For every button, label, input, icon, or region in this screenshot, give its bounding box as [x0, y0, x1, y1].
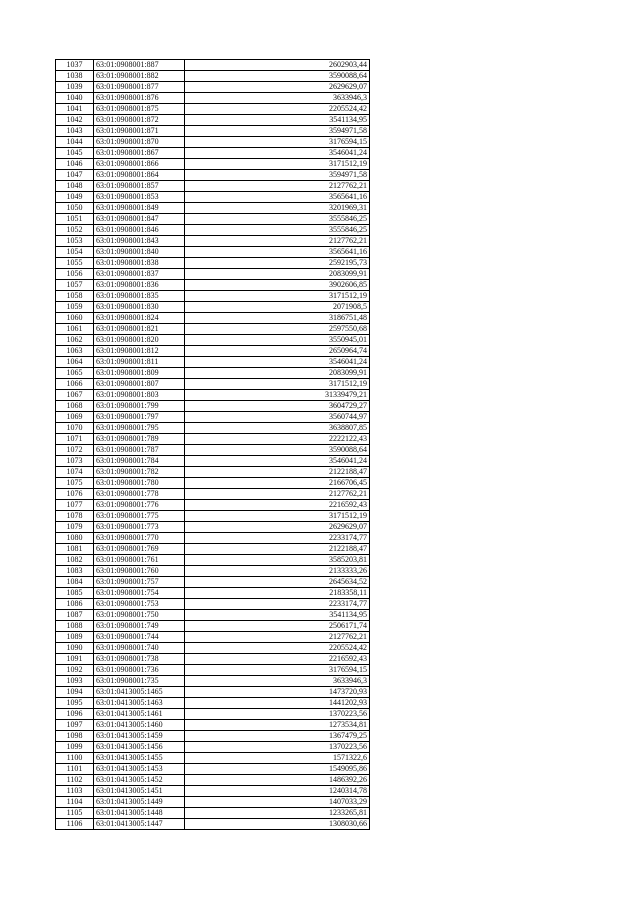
row-number-cell: 1084 [56, 577, 94, 588]
cadastral-number-cell: 63:01:0908001:847 [94, 214, 185, 225]
cadastral-number-cell: 63:01:0413005:1460 [94, 720, 185, 731]
value-cell: 3590088,64 [185, 71, 370, 82]
value-cell: 3555846,25 [185, 225, 370, 236]
cadastral-number-cell: 63:01:0908001:821 [94, 324, 185, 335]
value-cell: 3604729,27 [185, 401, 370, 412]
row-number-cell: 1096 [56, 709, 94, 720]
table-row [56, 797, 370, 808]
cadastral-number-cell: 63:01:0908001:812 [94, 346, 185, 357]
value-cell: 3560744,97 [185, 412, 370, 423]
cadastral-number-cell: 63:01:0908001:838 [94, 258, 185, 269]
row-number-cell: 1046 [56, 159, 94, 170]
row-number-cell: 1086 [56, 599, 94, 610]
table-row [56, 247, 370, 258]
row-number-cell: 1038 [56, 71, 94, 82]
row-number-cell: 1099 [56, 742, 94, 753]
row-number-cell: 1047 [56, 170, 94, 181]
table-row [56, 566, 370, 577]
table-row [56, 456, 370, 467]
table-row [56, 214, 370, 225]
value-cell: 1370223,56 [185, 742, 370, 753]
table-row [56, 82, 370, 93]
cadastral-number-cell: 63:01:0908001:760 [94, 566, 185, 577]
value-cell: 3546041,24 [185, 357, 370, 368]
row-number-cell: 1102 [56, 775, 94, 786]
table-row [56, 676, 370, 687]
row-number-cell: 1044 [56, 137, 94, 148]
table-row [56, 269, 370, 280]
cadastral-number-cell: 63:01:0413005:1463 [94, 698, 185, 709]
cadastral-number-cell: 63:01:0908001:870 [94, 137, 185, 148]
cadastral-number-cell: 63:01:0908001:782 [94, 467, 185, 478]
row-number-cell: 1041 [56, 104, 94, 115]
table-row [56, 478, 370, 489]
row-number-cell: 1039 [56, 82, 94, 93]
cadastral-number-cell: 63:01:0908001:753 [94, 599, 185, 610]
value-cell: 3594971,58 [185, 170, 370, 181]
row-number-cell: 1058 [56, 291, 94, 302]
value-cell: 1308030,66 [185, 819, 370, 830]
row-number-cell: 1072 [56, 445, 94, 456]
table-row [56, 753, 370, 764]
row-number-cell: 1074 [56, 467, 94, 478]
row-number-cell: 1097 [56, 720, 94, 731]
value-cell: 31339479,21 [185, 390, 370, 401]
value-cell: 1370223,56 [185, 709, 370, 720]
cadastral-number-cell: 63:01:0908001:875 [94, 104, 185, 115]
table-row [56, 687, 370, 698]
row-number-cell: 1085 [56, 588, 94, 599]
table-row [56, 291, 370, 302]
table-row [56, 423, 370, 434]
table-row [56, 599, 370, 610]
table-row [56, 412, 370, 423]
row-number-cell: 1060 [56, 313, 94, 324]
row-number-cell: 1077 [56, 500, 94, 511]
value-cell: 3585203,81 [185, 555, 370, 566]
value-cell: 1233265,81 [185, 808, 370, 819]
cadastral-number-cell: 63:01:0908001:846 [94, 225, 185, 236]
row-number-cell: 1082 [56, 555, 94, 566]
row-number-cell: 1065 [56, 368, 94, 379]
value-cell: 3201969,31 [185, 203, 370, 214]
row-number-cell: 1078 [56, 511, 94, 522]
table-row [56, 467, 370, 478]
row-number-cell: 1089 [56, 632, 94, 643]
table-row [56, 819, 370, 830]
cadastral-number-cell: 63:01:0908001:787 [94, 445, 185, 456]
cadastral-number-cell: 63:01:0908001:882 [94, 71, 185, 82]
cadastral-number-cell: 63:01:0413005:1448 [94, 808, 185, 819]
table-row [56, 533, 370, 544]
table-row [56, 159, 370, 170]
cadastral-number-cell: 63:01:0413005:1461 [94, 709, 185, 720]
table-row [56, 665, 370, 676]
table-row [56, 808, 370, 819]
value-cell: 2127762,21 [185, 632, 370, 643]
row-number-cell: 1061 [56, 324, 94, 335]
cadastral-number-cell: 63:01:0908001:840 [94, 247, 185, 258]
table-row [56, 368, 370, 379]
row-number-cell: 1063 [56, 346, 94, 357]
table-row [56, 401, 370, 412]
cadastral-number-cell: 63:01:0908001:849 [94, 203, 185, 214]
cadastral-number-cell: 63:01:0908001:807 [94, 379, 185, 390]
row-number-cell: 1075 [56, 478, 94, 489]
cadastral-number-cell: 63:01:0413005:1459 [94, 731, 185, 742]
row-number-cell: 1098 [56, 731, 94, 742]
row-number-cell: 1100 [56, 753, 94, 764]
cadastral-number-cell: 63:01:0908001:773 [94, 522, 185, 533]
cadastral-number-cell: 63:01:0413005:1456 [94, 742, 185, 753]
table-row [56, 588, 370, 599]
table-row [56, 192, 370, 203]
cadastral-number-cell: 63:01:0908001:836 [94, 280, 185, 291]
row-number-cell: 1087 [56, 610, 94, 621]
table-row [56, 621, 370, 632]
row-number-cell: 1037 [56, 60, 94, 71]
value-cell: 3633946,3 [185, 676, 370, 687]
row-number-cell: 1091 [56, 654, 94, 665]
cadastral-number-cell: 63:01:0908001:877 [94, 82, 185, 93]
row-number-cell: 1088 [56, 621, 94, 632]
table-row [56, 379, 370, 390]
row-number-cell: 1083 [56, 566, 94, 577]
table-row [56, 60, 370, 71]
cadastral-number-cell: 63:01:0908001:736 [94, 665, 185, 676]
row-number-cell: 1073 [56, 456, 94, 467]
row-number-cell: 1050 [56, 203, 94, 214]
table-row [56, 775, 370, 786]
table-row [56, 643, 370, 654]
cadastral-number-cell: 63:01:0908001:857 [94, 181, 185, 192]
table-row [56, 731, 370, 742]
value-cell: 2071908,5 [185, 302, 370, 313]
cadastral-number-cell: 63:01:0413005:1451 [94, 786, 185, 797]
value-cell: 3541134,95 [185, 115, 370, 126]
value-cell: 2233174,77 [185, 599, 370, 610]
value-cell: 3171512,19 [185, 291, 370, 302]
row-number-cell: 1104 [56, 797, 94, 808]
row-number-cell: 1056 [56, 269, 94, 280]
cadastral-number-cell: 63:01:0413005:1453 [94, 764, 185, 775]
table-row [56, 522, 370, 533]
value-cell: 1486392,26 [185, 775, 370, 786]
cadastral-number-cell: 63:01:0908001:784 [94, 456, 185, 467]
cadastral-number-cell: 63:01:0413005:1455 [94, 753, 185, 764]
table-row [56, 632, 370, 643]
value-cell: 1473720,93 [185, 687, 370, 698]
table-row [56, 203, 370, 214]
row-number-cell: 1105 [56, 808, 94, 819]
cadastral-number-cell: 63:01:0908001:795 [94, 423, 185, 434]
cadastral-number-cell: 63:01:0908001:830 [94, 302, 185, 313]
table-row [56, 346, 370, 357]
table-row [56, 434, 370, 445]
value-cell: 3546041,24 [185, 148, 370, 159]
cadastral-number-cell: 63:01:0908001:738 [94, 654, 185, 665]
cadastral-number-cell: 63:01:0908001:835 [94, 291, 185, 302]
data-table [55, 59, 370, 830]
cadastral-number-cell: 63:01:0908001:837 [94, 269, 185, 280]
row-number-cell: 1057 [56, 280, 94, 291]
cadastral-number-cell: 63:01:0908001:769 [94, 544, 185, 555]
value-cell: 1367479,25 [185, 731, 370, 742]
row-number-cell: 1076 [56, 489, 94, 500]
value-cell: 3171512,19 [185, 159, 370, 170]
value-cell: 2650964,74 [185, 346, 370, 357]
table-row [56, 280, 370, 291]
value-cell: 3171512,19 [185, 379, 370, 390]
table-row [56, 181, 370, 192]
cadastral-number-cell: 63:01:0413005:1465 [94, 687, 185, 698]
row-number-cell: 1095 [56, 698, 94, 709]
row-number-cell: 1094 [56, 687, 94, 698]
value-cell: 2216592,43 [185, 654, 370, 665]
row-number-cell: 1049 [56, 192, 94, 203]
value-cell: 2602903,44 [185, 60, 370, 71]
cadastral-number-cell: 63:01:0908001:876 [94, 93, 185, 104]
row-number-cell: 1106 [56, 819, 94, 830]
table-row [56, 489, 370, 500]
table-row [56, 764, 370, 775]
row-number-cell: 1052 [56, 225, 94, 236]
cadastral-number-cell: 63:01:0908001:887 [94, 60, 185, 71]
value-cell: 2216592,43 [185, 500, 370, 511]
value-cell: 2222122,43 [185, 434, 370, 445]
table-row [56, 511, 370, 522]
table-row [56, 302, 370, 313]
table-row [56, 71, 370, 82]
cadastral-number-cell: 63:01:0908001:744 [94, 632, 185, 643]
cadastral-number-cell: 63:01:0908001:799 [94, 401, 185, 412]
value-cell: 3176594,15 [185, 137, 370, 148]
cadastral-number-cell: 63:01:0908001:824 [94, 313, 185, 324]
cadastral-number-cell: 63:01:0908001:780 [94, 478, 185, 489]
value-cell: 3546041,24 [185, 456, 370, 467]
value-cell: 3590088,64 [185, 445, 370, 456]
cadastral-number-cell: 63:01:0908001:740 [94, 643, 185, 654]
row-number-cell: 1066 [56, 379, 94, 390]
cadastral-number-cell: 63:01:0908001:789 [94, 434, 185, 445]
value-cell: 2083099,91 [185, 269, 370, 280]
table-row [56, 148, 370, 159]
table-row [56, 500, 370, 511]
cadastral-number-cell: 63:01:0908001:820 [94, 335, 185, 346]
cadastral-number-cell: 63:01:0908001:770 [94, 533, 185, 544]
row-number-cell: 1059 [56, 302, 94, 313]
row-number-cell: 1090 [56, 643, 94, 654]
row-number-cell: 1053 [56, 236, 94, 247]
value-cell: 2122188,47 [185, 544, 370, 555]
value-cell: 2127762,21 [185, 489, 370, 500]
value-cell: 2645634,52 [185, 577, 370, 588]
row-number-cell: 1043 [56, 126, 94, 137]
value-cell: 2166706,45 [185, 478, 370, 489]
value-cell: 1273534,81 [185, 720, 370, 731]
row-number-cell: 1051 [56, 214, 94, 225]
value-cell: 1549095,86 [185, 764, 370, 775]
cadastral-number-cell: 63:01:0908001:761 [94, 555, 185, 566]
table-row [56, 313, 370, 324]
cadastral-number-cell: 63:01:0908001:750 [94, 610, 185, 621]
cadastral-number-cell: 63:01:0908001:811 [94, 357, 185, 368]
cadastral-number-cell: 63:01:0413005:1452 [94, 775, 185, 786]
row-number-cell: 1093 [56, 676, 94, 687]
cadastral-number-cell: 63:01:0413005:1447 [94, 819, 185, 830]
cadastral-number-cell: 63:01:0908001:866 [94, 159, 185, 170]
row-number-cell: 1069 [56, 412, 94, 423]
row-number-cell: 1062 [56, 335, 94, 346]
value-cell: 3541134,95 [185, 610, 370, 621]
value-cell: 2592195,73 [185, 258, 370, 269]
value-cell: 3565641,16 [185, 247, 370, 258]
row-number-cell: 1064 [56, 357, 94, 368]
value-cell: 3565641,16 [185, 192, 370, 203]
cadastral-number-cell: 63:01:0908001:757 [94, 577, 185, 588]
table-row [56, 555, 370, 566]
row-number-cell: 1079 [56, 522, 94, 533]
value-cell: 1571322,6 [185, 753, 370, 764]
value-cell: 2629629,07 [185, 82, 370, 93]
table-row [56, 390, 370, 401]
table-row [56, 577, 370, 588]
table-row [56, 258, 370, 269]
cadastral-number-cell: 63:01:0908001:776 [94, 500, 185, 511]
table-row [56, 698, 370, 709]
table-row [56, 126, 370, 137]
row-number-cell: 1054 [56, 247, 94, 258]
cadastral-number-cell: 63:01:0908001:754 [94, 588, 185, 599]
table-row [56, 445, 370, 456]
table-row [56, 93, 370, 104]
table-body [56, 60, 370, 830]
value-cell: 2127762,21 [185, 236, 370, 247]
table-row [56, 610, 370, 621]
table-row [56, 709, 370, 720]
row-number-cell: 1081 [56, 544, 94, 555]
table-row [56, 225, 370, 236]
value-cell: 3633946,3 [185, 93, 370, 104]
value-cell: 2183358,11 [185, 588, 370, 599]
value-cell: 1441202,93 [185, 698, 370, 709]
value-cell: 2205524,42 [185, 643, 370, 654]
value-cell: 2205524,42 [185, 104, 370, 115]
row-number-cell: 1103 [56, 786, 94, 797]
value-cell: 3176594,15 [185, 665, 370, 676]
value-cell: 3171512,19 [185, 511, 370, 522]
cadastral-number-cell: 63:01:0908001:864 [94, 170, 185, 181]
value-cell: 3550945,01 [185, 335, 370, 346]
row-number-cell: 1067 [56, 390, 94, 401]
value-cell: 2127762,21 [185, 181, 370, 192]
table-row [56, 324, 370, 335]
value-cell: 2233174,77 [185, 533, 370, 544]
cadastral-number-cell: 63:01:0908001:871 [94, 126, 185, 137]
row-number-cell: 1070 [56, 423, 94, 434]
cadastral-number-cell: 63:01:0908001:803 [94, 390, 185, 401]
value-cell: 2506171,74 [185, 621, 370, 632]
table-row [56, 335, 370, 346]
table-row [56, 544, 370, 555]
table-row [56, 654, 370, 665]
value-cell: 1407033,29 [185, 797, 370, 808]
value-cell: 3638807,85 [185, 423, 370, 434]
cadastral-number-cell: 63:01:0908001:809 [94, 368, 185, 379]
value-cell: 3555846,25 [185, 214, 370, 225]
table-row [56, 357, 370, 368]
table-row [56, 115, 370, 126]
value-cell: 1240314,78 [185, 786, 370, 797]
value-cell: 2083099,91 [185, 368, 370, 379]
table-row [56, 137, 370, 148]
cadastral-number-cell: 63:01:0908001:797 [94, 412, 185, 423]
cadastral-number-cell: 63:01:0908001:853 [94, 192, 185, 203]
cadastral-number-cell: 63:01:0908001:843 [94, 236, 185, 247]
value-cell: 3186751,48 [185, 313, 370, 324]
value-cell: 2133333,26 [185, 566, 370, 577]
value-cell: 2629629,07 [185, 522, 370, 533]
row-number-cell: 1042 [56, 115, 94, 126]
cadastral-number-cell: 63:01:0908001:778 [94, 489, 185, 500]
row-number-cell: 1045 [56, 148, 94, 159]
row-number-cell: 1048 [56, 181, 94, 192]
row-number-cell: 1101 [56, 764, 94, 775]
value-cell: 2597550,68 [185, 324, 370, 335]
cadastral-number-cell: 63:01:0908001:775 [94, 511, 185, 522]
row-number-cell: 1092 [56, 665, 94, 676]
cadastral-number-cell: 63:01:0908001:749 [94, 621, 185, 632]
row-number-cell: 1068 [56, 401, 94, 412]
row-number-cell: 1055 [56, 258, 94, 269]
table-row [56, 720, 370, 731]
cadastral-number-cell: 63:01:0908001:867 [94, 148, 185, 159]
value-cell: 3594971,58 [185, 126, 370, 137]
value-cell: 2122188,47 [185, 467, 370, 478]
table-row [56, 742, 370, 753]
cadastral-number-cell: 63:01:0908001:872 [94, 115, 185, 126]
row-number-cell: 1071 [56, 434, 94, 445]
cadastral-number-cell: 63:01:0413005:1449 [94, 797, 185, 808]
table-row [56, 236, 370, 247]
cadastral-number-cell: 63:01:0908001:735 [94, 676, 185, 687]
table-row [56, 104, 370, 115]
table-row [56, 170, 370, 181]
table-row [56, 786, 370, 797]
row-number-cell: 1080 [56, 533, 94, 544]
value-cell: 3902606,85 [185, 280, 370, 291]
row-number-cell: 1040 [56, 93, 94, 104]
